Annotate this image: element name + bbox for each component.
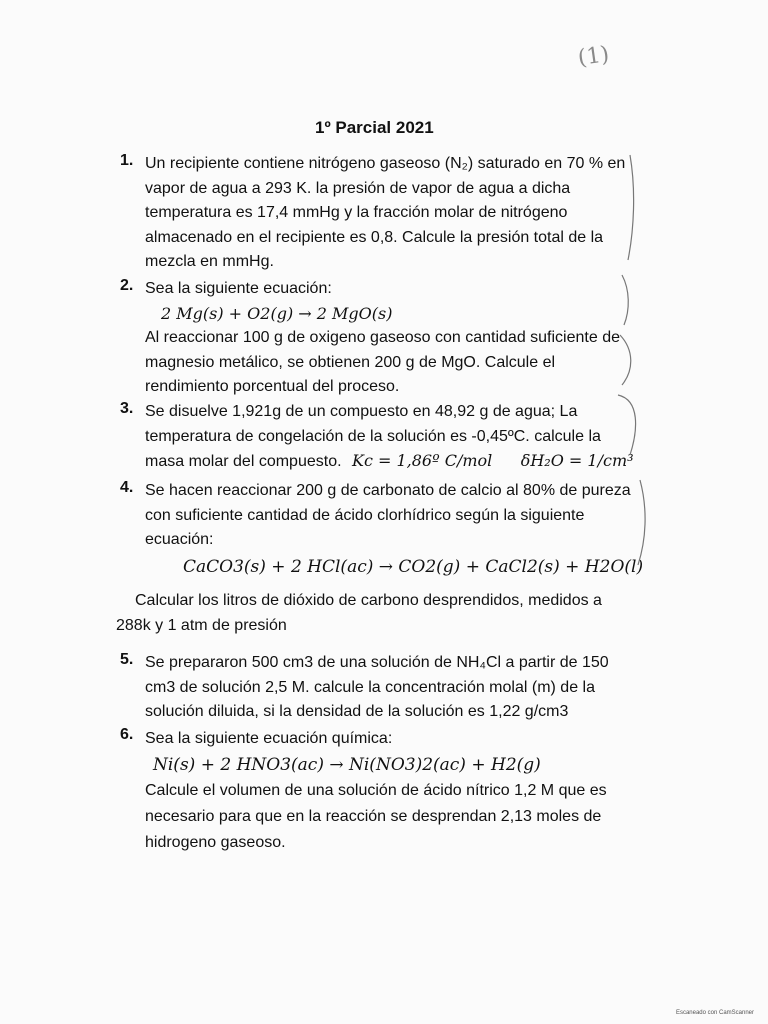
question-number: 5.	[120, 651, 134, 668]
exam-title: 1º Parcial 2021	[315, 118, 434, 137]
question-4-continuation	[116, 589, 602, 638]
scanner-watermark: Escaneado con CamScanner	[675, 1010, 754, 1016]
reaction-equation: Ni(s) + 2 HNO3(ac) → Ni(NO3)2(ac) + H2(g)	[153, 755, 541, 775]
question-line: rendimiento porcentual del proceso.	[145, 378, 400, 395]
question-line: Calcular los litros de dióxido de carbono desprendidos, medidos a	[135, 592, 602, 609]
question-6	[120, 726, 607, 856]
question-5	[120, 651, 609, 725]
question-line: mezcla en mmHg.	[145, 253, 274, 270]
question-number: 2.	[120, 277, 134, 294]
question-line: vapor de agua a 293 K. la presión de vapor de agua a dicha	[145, 179, 571, 197]
question-line: con suficiente cantidad de ácido clorhídrico según la siguiente	[145, 506, 585, 524]
reaction-equation	[161, 302, 620, 327]
question-4	[120, 479, 643, 579]
question-line	[145, 449, 634, 475]
question-number: 4.	[120, 479, 134, 496]
question-line: almacenado en el recipiente es 0,8. Calcule la presión total de la	[145, 228, 604, 246]
question-line: necesario para que en la reacción se desprendan 2,13 moles de	[145, 808, 602, 825]
question-line: Se hacen reaccionar 200 g de carbonato de calcio al 80% de pureza	[145, 482, 631, 499]
question-line: Calcule el volumen de una solución de ácido nítrico 1,2 M que es	[145, 782, 607, 799]
question-1	[120, 152, 625, 275]
equation-text: 2 Mg(s) + O2(g) → 2 MgO(s)	[161, 303, 393, 323]
question-line: Sea la siguiente ecuación:	[145, 280, 332, 297]
question-line: temperatura es 17,4 mmHg y la fracción molar de nitrógeno	[145, 204, 568, 221]
question-line: magnesio metálico, se obtienen 200 g de MgO. Calcule el	[145, 353, 556, 371]
question-number: 6.	[120, 726, 134, 743]
question-line: 288k y 1 atm de presión	[116, 616, 287, 634]
water-density: δH₂O = 1/cm³	[520, 451, 634, 470]
question-line: Al reaccionar 100 g de oxigeno gaseoso con cantidad suficiente de	[145, 329, 620, 346]
question-line: Se disuelve 1,921g de un compuesto en 48,92 g de agua; La	[145, 403, 578, 420]
question-line: Sea la siguiente ecuación química:	[145, 730, 393, 747]
question-line: hidrogeno gaseoso.	[145, 834, 286, 851]
question-line: solución diluida, si la densidad de la solución es 1,22 g/cm3	[145, 703, 569, 720]
question-number: 1.	[120, 152, 134, 169]
cryoscopic-constant: Kc = 1,86º C/mol	[351, 451, 493, 470]
question-line: Se prepararon 500 cm3 de una solución de NH₄Cl a partir de 150	[145, 654, 609, 671]
question-line: Un recipiente contiene nitrógeno gaseoso (N₂) saturado en 70 % en	[145, 155, 626, 172]
reaction-equation: CaCO3(s) + 2 HCl(ac) → CO2(g) + CaCl2(s) + H2O(l)	[183, 556, 644, 577]
question-line: ecuación:	[145, 531, 214, 548]
question-line: cm3 de solución 2,5 M. calcule la concentración molal (m) de la	[145, 678, 595, 696]
question-3	[120, 400, 634, 475]
handwritten-margin-bracket	[600, 150, 660, 570]
question-line-text: masa molar del compuesto.	[145, 453, 342, 470]
question-line: temperatura de congelación de la solución es -0,45ºC. calcule la	[145, 427, 601, 445]
handwritten-page-number: (1)	[576, 41, 611, 72]
question-number: 3.	[120, 400, 134, 417]
question-2	[120, 277, 620, 400]
